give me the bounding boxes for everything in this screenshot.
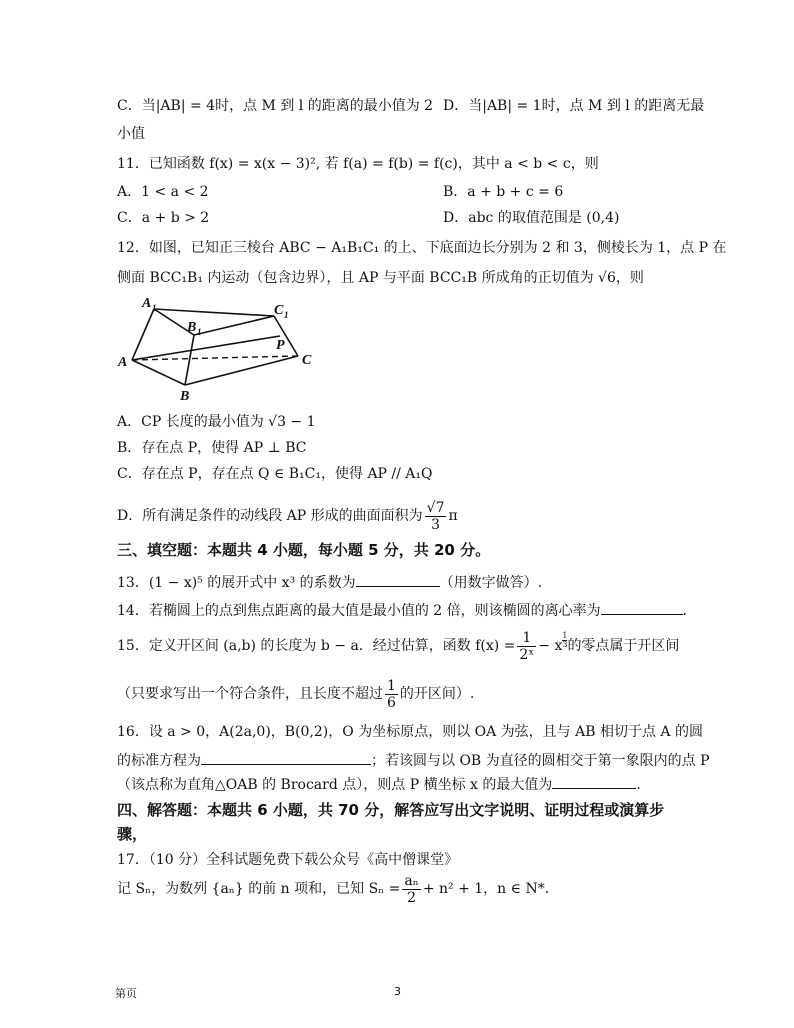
label-b1: B (187, 320, 197, 335)
q12-stem-line2: 侧面 BCC₁B₁ 内运动（包含边界），且 AP 与平面 BCC₁B 所成角的正切值为 √6，则 (117, 270, 644, 286)
q13-text: 13．(1 − x)⁵ 的展开式中 x³ 的系数为 (117, 575, 356, 591)
q17-text: 记 Sₙ，为数列 {aₙ} 的前 n 项和，已知 Sₙ = (117, 881, 401, 897)
q12-option-d (117, 498, 458, 534)
q16-line2 (117, 750, 710, 771)
section-4-heading-cont: 骤， (117, 825, 148, 843)
q15-fraction (517, 630, 536, 663)
q12-option-d-pi: π (448, 508, 458, 524)
q13-note: （用数字做答）. (439, 575, 543, 591)
q15-line2-end: 的开区间）. (399, 686, 475, 702)
label-c1-sub: 1 (284, 310, 289, 320)
q16-answer-blank-2[interactable] (552, 774, 636, 789)
fraction-numerator: 1 (387, 677, 396, 694)
q11-stem: 11．已知函数 f(x) = x(x − 3)², 若 f(a) = f(b) = f(c)，其中 a < b < c，则 (117, 156, 599, 172)
q17-stem (117, 870, 559, 908)
fraction-numerator: √7 (426, 499, 445, 516)
frustum-figure (112, 292, 332, 404)
label-b1-sub: 1 (197, 327, 202, 337)
label-a1-sub: 1 (152, 303, 157, 313)
q16-line3-end: . (636, 777, 641, 793)
q15-line2-text: （只要求写出一个符合条件，且长度不超过 (117, 686, 383, 702)
section-4-heading: 四、解答题：本题共 6 小题，共 70 分，解答应写出文字说明、证明过程或演算步 (117, 801, 665, 819)
q15-text: 15．定义开区间 (a,b) 的长度为 b − a．经过估算，函数 f(x) = (117, 638, 516, 654)
q16-line3 (117, 774, 641, 795)
q16-line1: 16．设 a > 0，A(2a,0)，B(0,2)，O 为坐标原点，则以 OA 为弦，且与 AB 相切于点 A 的圆 (117, 724, 703, 740)
label-c: C (302, 353, 312, 368)
q12-option-d-fraction (425, 500, 447, 533)
fraction-denominator: 6 (387, 694, 396, 711)
section-3-heading: 三、填空题：本题共 4 小题，每小题 5 分，共 20 分。 (117, 541, 491, 559)
exponent-numerator: 1 (562, 631, 568, 640)
q14 (117, 600, 687, 621)
fraction-numerator: aₙ (404, 872, 419, 889)
q12-option-d-text: D．所有满足条件的动线段 AP 形成的曲面面积为 (117, 508, 423, 524)
q15-line2 (117, 676, 474, 712)
label-p: P (276, 338, 285, 353)
q17-text-end: + n² + 1，n ∈ N*． (422, 881, 559, 897)
q11-option-d: D．abc 的取值范围是 (0,4) (443, 210, 620, 226)
q12-option-c: C．存在点 P，存在点 Q ∈ B₁C₁，使得 AP // A₁Q (117, 466, 433, 482)
label-a1: A (142, 296, 152, 311)
fraction-numerator: 1 (517, 630, 536, 647)
q15-line1 (117, 628, 679, 664)
q16-answer-blank-1[interactable] (201, 750, 371, 765)
q15-line2-fraction (385, 678, 398, 711)
q17-heading: 17．（10 分）全科试题免费下载公众号《高中僧课堂》 (117, 852, 459, 868)
q15-text-end: 的零点属于开区间 (567, 638, 680, 654)
q11-option-c: C．a + b > 2 (117, 210, 210, 226)
q10-option-d-cont: 小值 (117, 126, 145, 142)
page-number: 3 (394, 985, 401, 998)
q16-line3-text: （该点称为直角△OAB 的 Brocard 点），则点 P 横坐标 x 的最大值为 (117, 777, 553, 793)
q13-answer-blank[interactable] (356, 572, 440, 587)
q17-fraction (402, 873, 420, 906)
label-b: B (180, 389, 190, 404)
q14-text: 14．若椭圆上的点到焦点距离的最大值是最小值的 2 倍，则该椭圆的离心率为 (117, 603, 601, 619)
fraction-denominator: 2 (407, 889, 417, 906)
fraction-denominator: 3 (431, 516, 441, 533)
q10-option-c: C．当|AB| = 4时，点 M 到 l 的距离的最小值为 2 (117, 98, 434, 114)
q14-answer-blank[interactable] (601, 600, 683, 615)
q11-option-a: A．1 < a < 2 (117, 184, 209, 200)
q10-option-d: D．当|AB| = 1时，点 M 到 l 的距离无最 (443, 98, 705, 114)
label-a: A (118, 355, 128, 370)
q16-line2-end: ；若该圆与以 OB 为直径的圆相交于第一象限内的点 P (371, 753, 710, 769)
q12-option-b: B．存在点 P，使得 AP ⊥ BC (117, 440, 307, 456)
q15-minus-x: − x (538, 638, 563, 654)
q14-end: . (682, 603, 688, 619)
exponent-denominator: 3 (562, 640, 568, 649)
fraction-denominator: 2ˣ (519, 646, 535, 663)
label-c1: C (274, 303, 284, 318)
footer-label: 第页 (115, 987, 137, 1000)
q13 (117, 572, 542, 593)
q12-option-a: A．CP 长度的最小值为 √3 − 1 (117, 414, 316, 430)
q11-option-b: B．a + b + c = 6 (443, 184, 564, 200)
q16-line2-text: 的标准方程为 (117, 753, 201, 769)
q12-stem-line1: 12．如图，已知正三棱台 ABC − A₁B₁C₁ 的上、下底面边长分别为 2 和 3，侧棱长为 1，点 P 在 (117, 240, 727, 256)
